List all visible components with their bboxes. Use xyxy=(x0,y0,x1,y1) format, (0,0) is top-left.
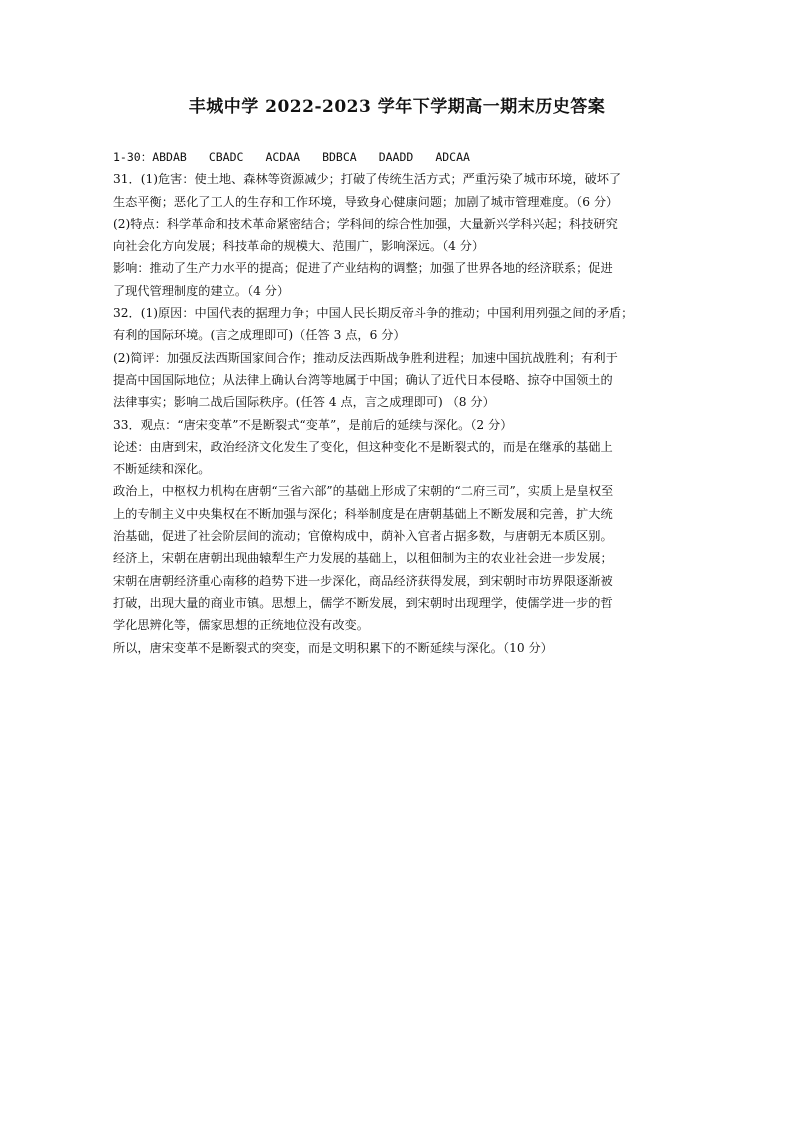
answer-line: 上的专制主义中央集权在不断加强与深化；科举制度是在唐朝基础上不断发展和完善，扩大统 xyxy=(113,506,613,521)
answer-line: 有利的国际环境。(言之成理即可)（任答 3 点，6 分） xyxy=(113,328,406,343)
answer-line: (2)简评：加强反法西斯国家间合作；推动反法西斯战争胜利进程；加速中国抗战胜利；有利于 xyxy=(113,350,618,365)
answer-line: 提高中国国际地位；从法律上确认台湾等地属于中国；确认了近代日本侵略、掠夺中国领土的 xyxy=(113,372,613,387)
answer-line: 33．观点：“唐宋变革”不是断裂式“变革”，是前后的延续与深化。（2 分） xyxy=(113,417,513,432)
answer-line: 32．(1)原因：中国代表的据理力争；中国人民长期反帝斗争的推动；中国利用列强之间的矛盾； xyxy=(113,306,634,321)
mc-group: ACDAA xyxy=(265,150,301,164)
mc-group: ADCAA xyxy=(435,150,470,164)
page-title: 丰城中学 2022-2023 学年下学期高一期末历史答案 xyxy=(188,97,606,117)
answer-line: 经济上，宋朝在唐朝出现曲辕犁生产力发展的基础上，以租佃制为主的农业社会进一步发展； xyxy=(113,551,613,566)
answer-line: 论述：由唐到宋，政治经济文化发生了变化，但这种变化不是断裂式的，而是在继承的基础上 xyxy=(113,439,613,454)
answer-line: 治基础，促进了社会阶层间的流动；官僚构成中，荫补入官者占据多数，与唐朝无本质区别。 xyxy=(113,529,613,544)
mc-group: CBADC xyxy=(208,150,244,164)
answer-line: 不断延续和深化。 xyxy=(113,462,211,477)
multiple-choice-answers xyxy=(113,146,695,168)
answer-line: 法律事实；影响二战后国际秩序。(任答 4 点，言之成理即可) （8 分） xyxy=(113,395,495,410)
answer-line: 向社会化方向发展；科技革命的规模大、范围广，影响深远。（4 分） xyxy=(113,239,485,254)
answer-line: 了现代管理制度的建立。（4 分） xyxy=(113,283,290,298)
answer-line: (2)特点：科学革命和技术革命紧密结合；学科间的综合性加强，大量新兴学科兴起；科技研究 xyxy=(113,216,618,231)
answer-line: 生态平衡；恶化了工人的生存和工作环境，导致身心健康问题；加剧了城市管理难度。（6 分） xyxy=(113,194,619,209)
answer-line: 打破，出现大量的商业市镇。思想上，儒学不断发展，到宋朝时出现理学，使儒学进一步的哲 xyxy=(113,595,613,610)
answer-content xyxy=(113,146,695,659)
answer-line: 宋朝在唐朝经济重心南移的趋势下进一步深化，商品经济获得发展，到宋朝时市坊界限逐渐被 xyxy=(113,573,613,588)
mc-group: ABDAB xyxy=(152,150,187,164)
mc-group: BDBCA xyxy=(322,150,357,164)
answer-line: 政治上，中枢权力机构在唐朝“三省六部”的基础上形成了宋朝的“二府三司”，实质上是皇权至 xyxy=(113,484,614,499)
answer-line: 31．(1)危害：使土地、森林等资源减少；打破了传统生活方式；严重污染了城市环境，破坏了 xyxy=(113,172,622,187)
answer-line: 影响：推动了生产力水平的提高；促进了产业结构的调整；加强了世界各地的经济联系；促进 xyxy=(113,261,613,276)
mc-group: DAADD xyxy=(378,150,414,164)
answer-line: 学化思辨化等，儒家思想的正统地位没有改变。 xyxy=(113,618,369,633)
mc-prefix: 1-30： xyxy=(113,150,153,164)
answer-line: 所以，唐宋变革不是断裂式的突变，而是文明积累下的不断延续与深化。（10 分） xyxy=(113,640,553,655)
